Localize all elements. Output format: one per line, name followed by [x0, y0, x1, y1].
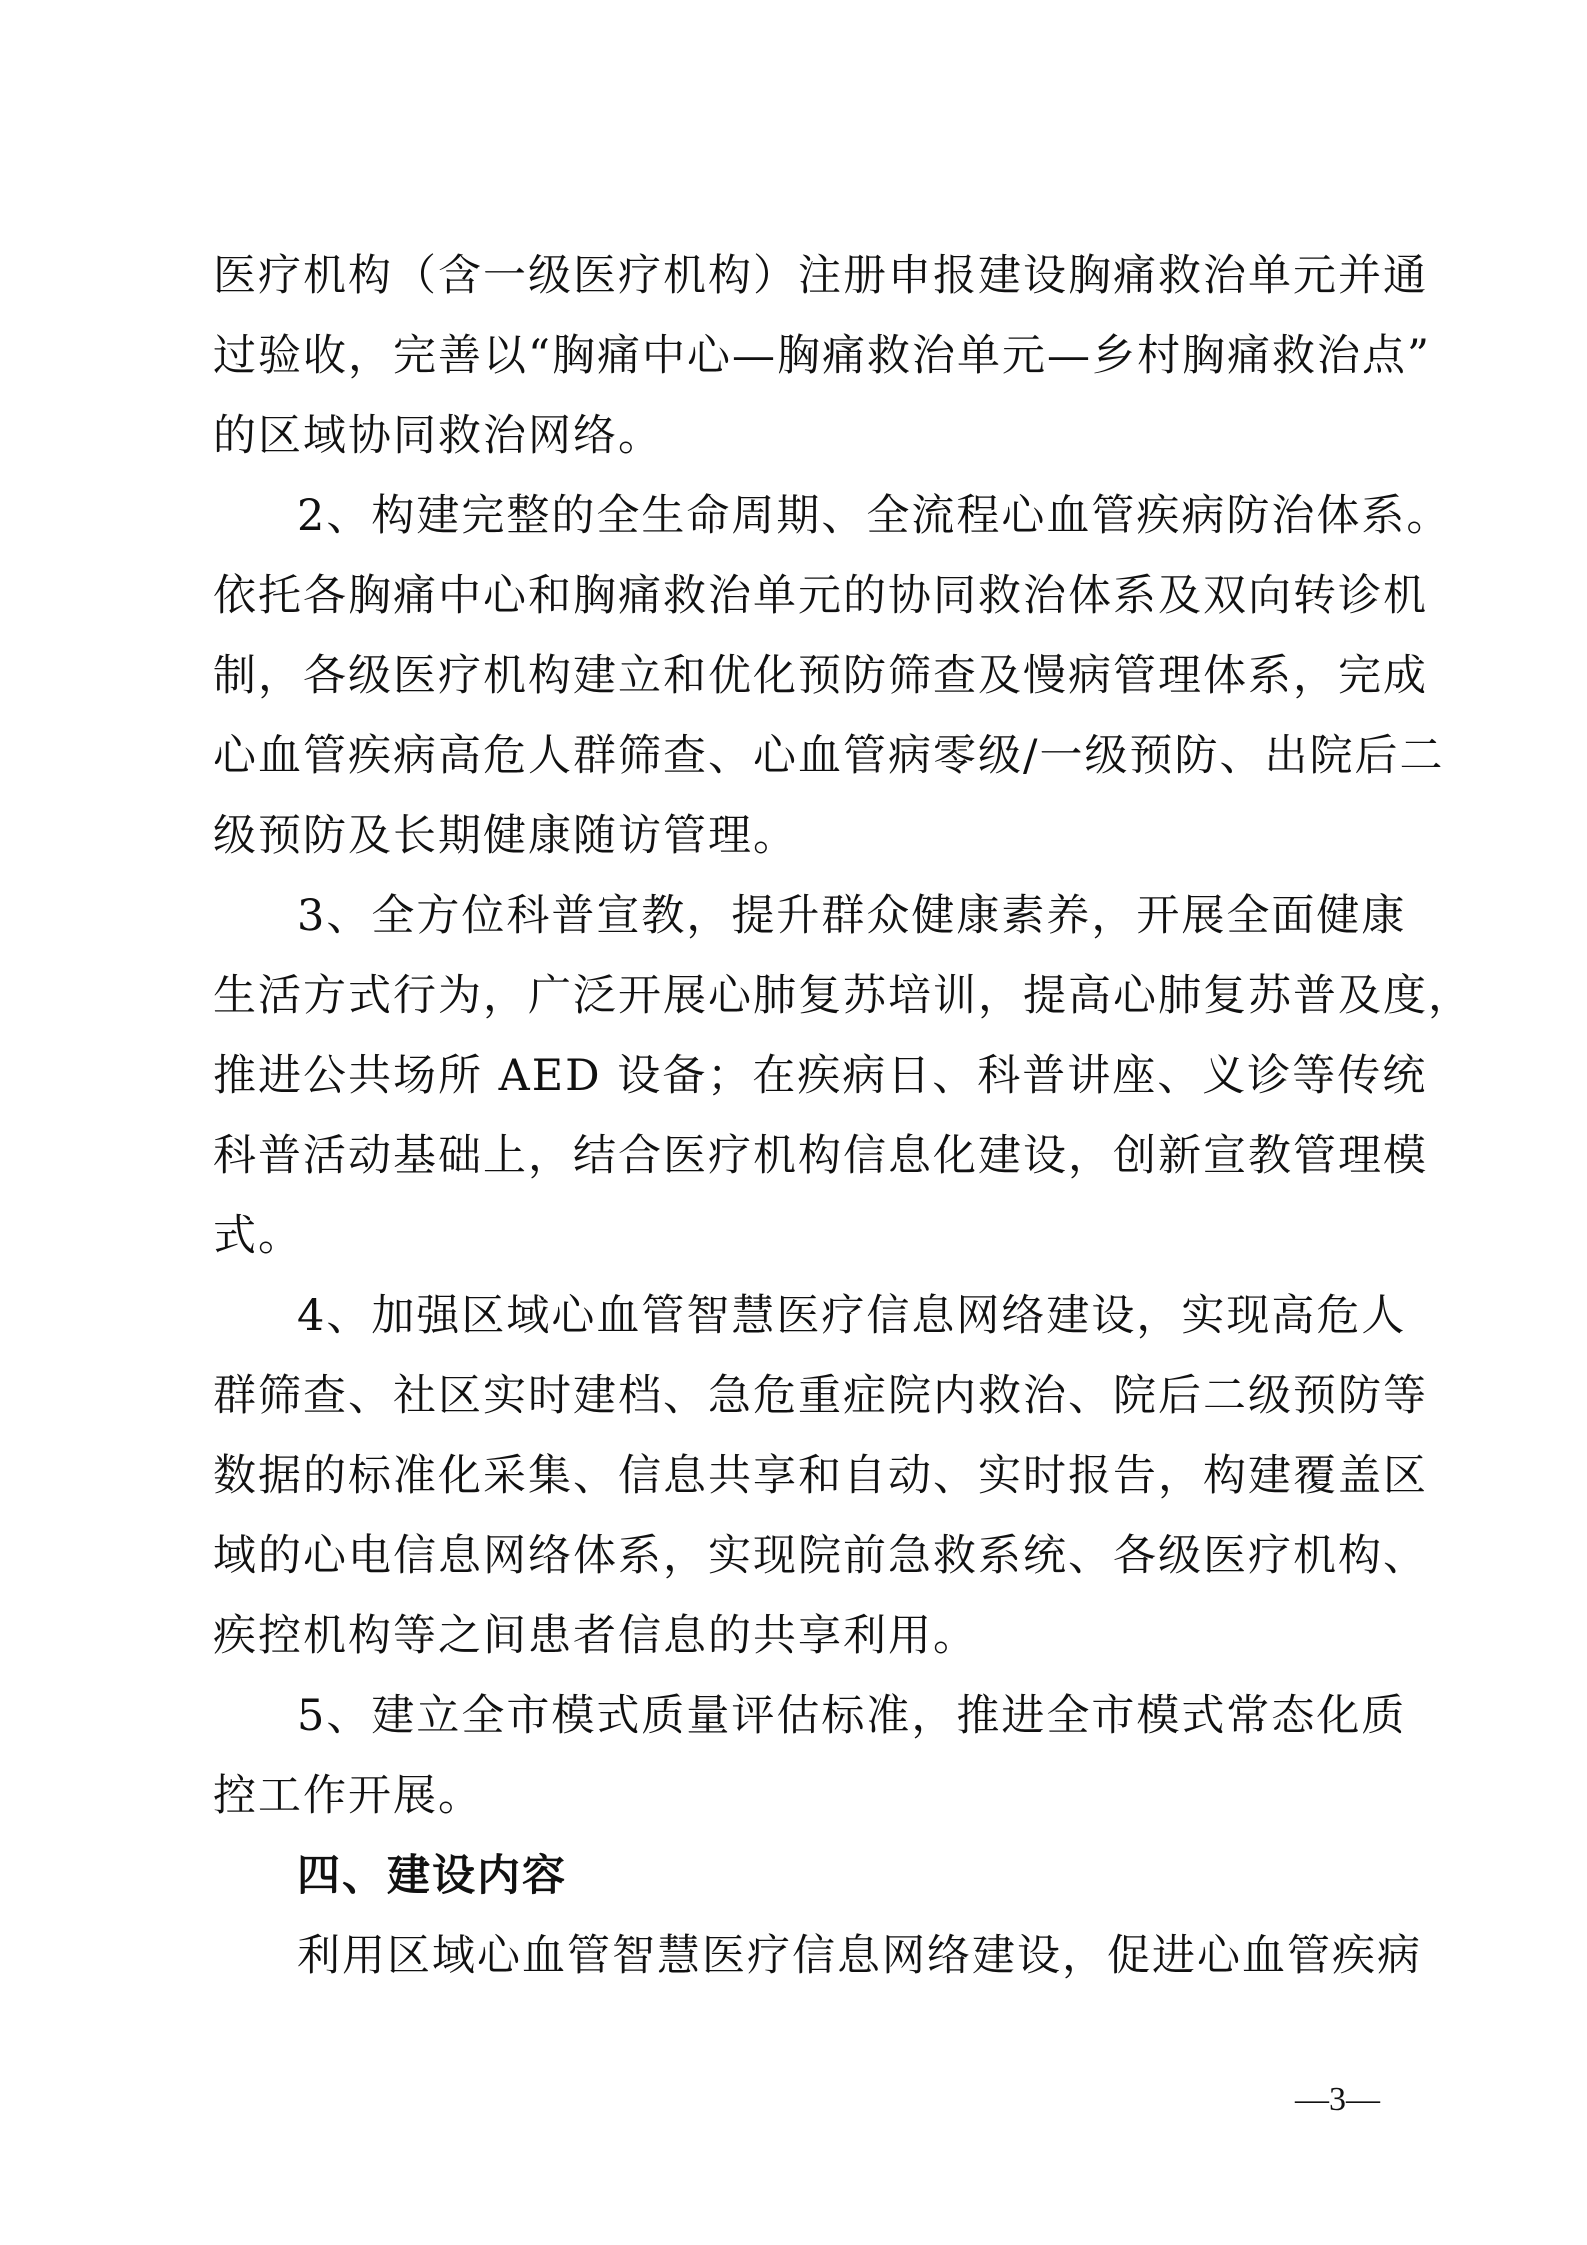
item-4-heading: 4、加强区域心血管智慧医疗信息网络建设，实现高危人	[297, 1291, 1407, 1341]
paragraph-line: 心血管疾病高危人群筛查、心血管病零级/一级预防、出院后二	[213, 731, 1445, 781]
page-number: —3—	[1295, 2081, 1380, 2118]
paragraph-line: 制，各级医疗机构建立和优化预防筛查及慢病管理体系，完成	[213, 651, 1428, 701]
paragraph-line: 医疗机构（含一级医疗机构）注册申报建设胸痛救治单元并通	[213, 251, 1428, 301]
paragraph-line: 依托各胸痛中心和胸痛救治单元的协同救治体系及双向转诊机	[213, 571, 1428, 621]
item-5-heading: 5、建立全市模式质量评估标准，推进全市模式常态化质	[297, 1691, 1407, 1741]
paragraph-line: 的区域协同救治网络。	[213, 411, 663, 461]
document-body	[213, 236, 1473, 1996]
item-2-heading: 2、构建完整的全生命周期、全流程心血管疾病防治体系。	[297, 491, 1452, 541]
paragraph-line: 生活方式行为，广泛开展心肺复苏培训，提高心肺复苏普及度，	[213, 971, 1473, 1021]
paragraph-line: 级预防及长期健康随访管理。	[213, 811, 798, 861]
paragraph-line: 域的心电信息网络体系，实现院前急救系统、各级医疗机构、	[213, 1531, 1428, 1581]
paragraph-line: 疾控机构等之间患者信息的共享利用。	[213, 1611, 978, 1661]
paragraph-line: 过验收，完善以“胸痛中心—胸痛救治单元—乡村胸痛救治点”	[213, 331, 1431, 381]
paragraph-line: 式。	[213, 1211, 303, 1261]
paragraph-line: 利用区域心血管智慧医疗信息网络建设，促进心血管疾病	[297, 1931, 1422, 1981]
item-3-heading: 3、全方位科普宣教，提升群众健康素养，开展全面健康	[297, 891, 1407, 941]
paragraph-line: 推进公共场所 AED 设备；在疾病日、科普讲座、义诊等传统	[213, 1051, 1428, 1101]
paragraph-line: 数据的标准化采集、信息共享和自动、实时报告，构建覆盖区	[213, 1451, 1428, 1501]
paragraph-line: 控工作开展。	[213, 1771, 483, 1821]
section-heading: 四、建设内容	[297, 1851, 567, 1901]
paragraph-line: 群筛查、社区实时建档、急危重症院内救治、院后二级预防等	[213, 1371, 1428, 1421]
paragraph-line: 科普活动基础上，结合医疗机构信息化建设，创新宣教管理模	[213, 1131, 1428, 1181]
